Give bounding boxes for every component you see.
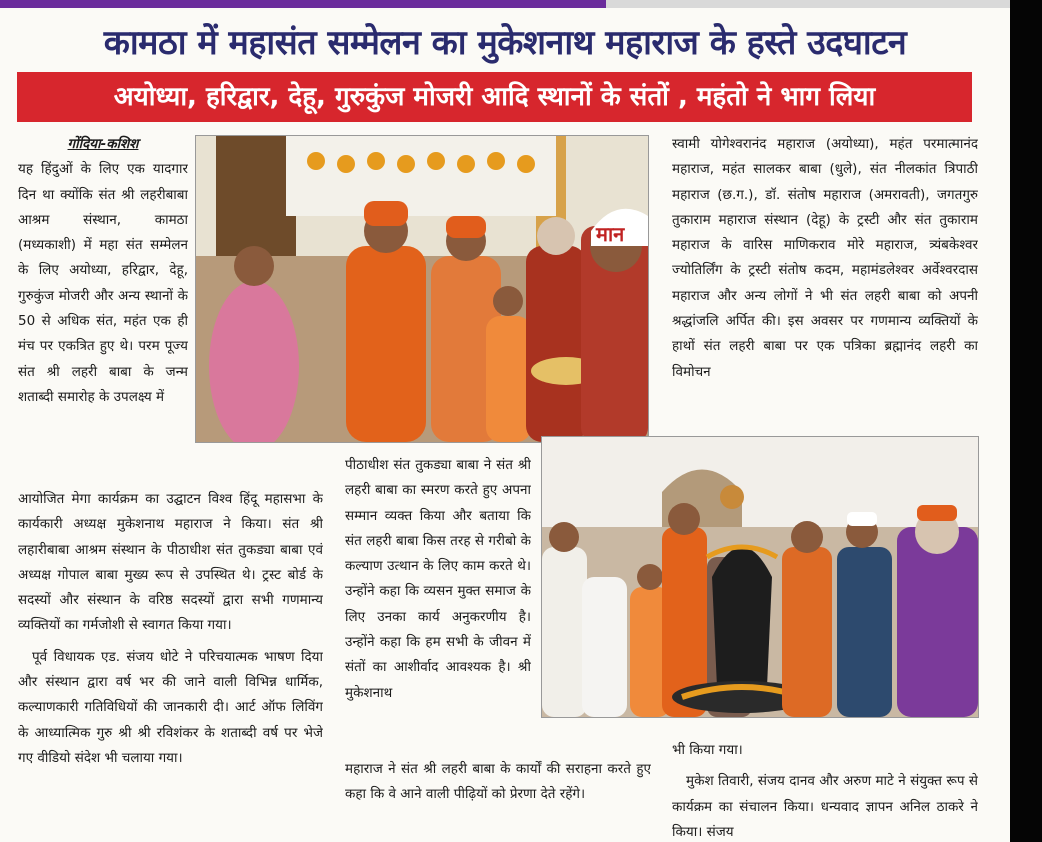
article-column-1-continued (18, 487, 323, 839)
photo-cap-text: मान (596, 222, 625, 246)
paragraph: स्वामी योगेश्वरानंद महाराज (अयोध्या), महंत परमात्मानंद महाराज, महंत सालकर बाबा (धुले), संत नीलकांत त्रिपाठी महाराज (छ.ग.), डॉ. संतोष महाराज (अमरावती), जगतगुरु तुकाराम महाराज संस्थान (देहू) के ट्रस्टी और संत तुकाराम महाराज के वारिस माणिकराव मोरे महाराज, त्र्यंबकेश्वर ज्योतिर्लिंग के ट्रस्टी संतोष कदम, महामंडलेश्वर अर्वेश्वरदास महाराज और अन्य लोगों ने भी संत लहरी बाबा को अपनी श्रद्धांजलि अर्पित की। इस अवसर पर गणमान्य व्यक्तियों के हाथों संत लहरी बाबा पर एक पत्रिका ब्रह्मानंद लहरी का विमोचन (672, 136, 978, 380)
article-column-3-continued (672, 738, 978, 839)
event-photo-worship (541, 436, 979, 718)
event-photo-welcome (195, 135, 649, 443)
event-photo-worship-image (542, 437, 978, 717)
paragraph: पूर्व विधायक एड. संजय धोटे ने परिचयात्मक भाषण दिया और संस्थान द्वारा वर्ष भर की जाने वाली विभिन्न धार्मिक, कल्याणकारी गतिविधियों की जानकारी दी। आर्ट ऑफ लिविंग के आध्यात्मिक गुरु श्री श्री रविशंकर के शताब्दी वर्ष पर भेजे गए वीडियो संदेश भी चलाया गया। (18, 648, 323, 766)
article-column-2 (345, 453, 531, 753)
paragraph: यह हिंदुओं के लिए एक यादगार दिन था क्योंकि संत श्री लहरीबाबा आश्रम संस्थान, कामठा (मध्यकाशी) में महा संत सम्मेलन के लिए अयोध्या, हरिद्वार, देहू, गुरुकुंज मोजरी और अन्य स्थानों के 50 से अधिक संत, महंत एक ही मंच पर एकत्रित हुए थे। परम पूज्य संत श्री लहरी बाबा के जन्म शताब्दी समारोह के उपलक्ष्य में (18, 161, 188, 405)
paragraph: मुकेश तिवारी, संजय दानव और अरुण माटे ने संयुक्त रूप से कार्यक्रम का संचालन किया। धन्यवाद ज्ञापन अनिल ठाकरे ने किया। संजय (672, 773, 978, 839)
event-photo-welcome-image (196, 136, 648, 442)
right-edge-strip (1010, 0, 1042, 842)
paragraph: महाराज ने संत श्री लहरी बाबा के कार्यों की सराहना करते हुए कहा कि वे आने वाली पीढ़ियों को प्रेरणा देते रहेंगे। (345, 761, 651, 803)
subheadline-banner: अयोध्या, हरिद्वार, देहू, गुरुकुंज मोजरी आदि स्थानों के संतों , महंतो ने भाग लिया (17, 72, 972, 122)
paragraph: भी किया गया। (672, 742, 743, 758)
paragraph: पीठाधीश संत तुकड्या बाबा ने संत श्री लहरी बाबा का स्मरण करते हुए अपना सम्मान व्यक्त किया और बताया कि संत लहरी बाबा किस तरह से गरीबो के कल्याण उत्थान के लिए काम करते थे। उन्होंने कहा कि व्यसन मुक्त समाज के लिए उनका कार्य अनुकरणीय है। उन्होंने कहा कि हम सभी के जीवन में संतों का आशीर्वाद आवश्यक है। श्री मुकेशनाथ (345, 457, 531, 701)
paragraph: आयोजित मेगा कार्यक्रम का उद्घाटन विश्व हिंदू महासभा के कार्यकारी अध्यक्ष मुकेशनाथ महाराज ने किया। संत श्री लहारीबाबा आश्रम संस्थान के पीठाधीश संत तुकड्या बाबा एवं अध्यक्ष गोपाल बाबा मुख्य रूप से उपस्थित थे। ट्रस्ट बोर्ड के सदस्यों और संस्थान के वरिष्ठ सदस्यों द्वारा सभी गणमान्य व्यक्तियों का गर्मजोशी से स्वागत किया गया। (18, 491, 323, 634)
article-column-1 (18, 132, 188, 484)
top-color-bar (0, 0, 1010, 8)
article-column-3 (672, 132, 978, 410)
byline: गोंदिया-कशिश (67, 136, 139, 152)
headline: कामठा में महासंत सम्मेलन का मुकेशनाथ महाराज के हस्ते उदघाटन (103, 23, 907, 63)
article-column-2-continued (345, 757, 651, 839)
